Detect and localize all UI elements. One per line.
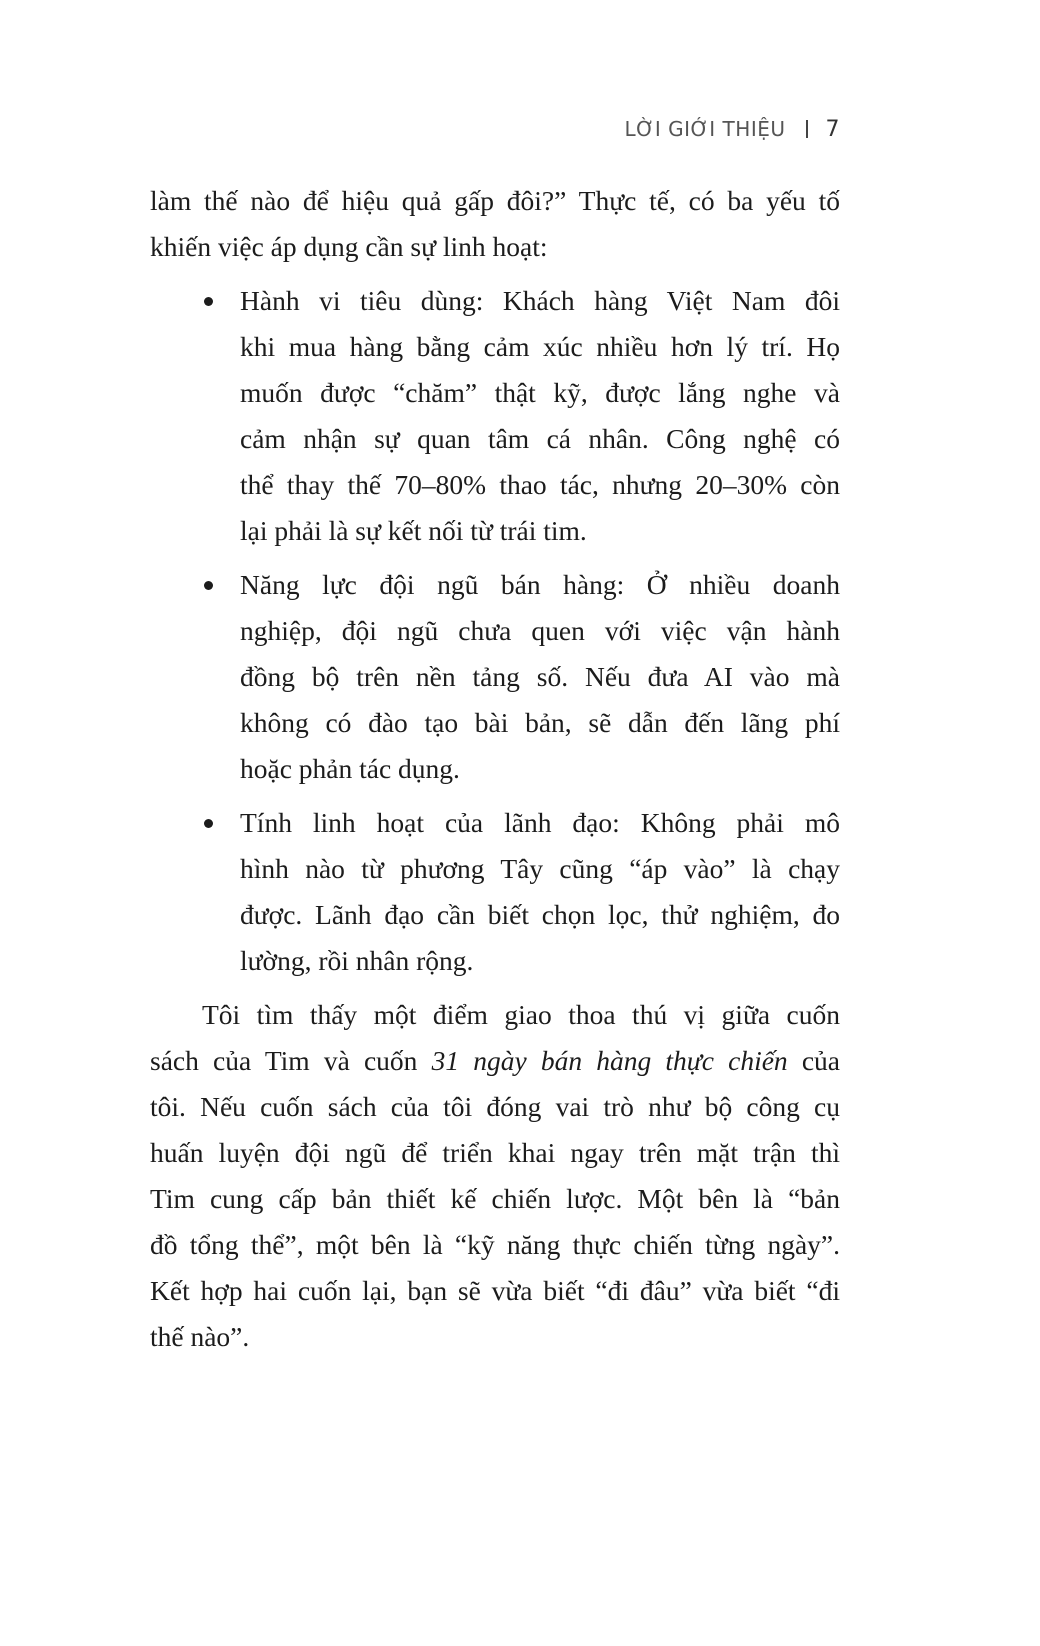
text-line: muốn được “chăm” thật kỹ, được lắng nghe và: [240, 377, 840, 408]
text-line: lại phải là sự kết nối từ trái tim.: [240, 515, 587, 546]
text-line: tôi. Nếu cuốn sách của tôi đóng vai trò như bộ công cụ: [150, 1091, 840, 1122]
text-line: khi mua hàng bằng cảm xúc nhiều hơn lý trí. Họ: [240, 331, 840, 362]
text-line: đồng bộ trên nền tảng số. Nếu đưa AI vào mà: [240, 661, 840, 692]
page-number: 7: [825, 116, 840, 142]
bullet-item: [150, 562, 840, 792]
text-line: thế nào”.: [150, 1321, 250, 1352]
text-line: Tính linh hoạt của lãnh đạo: Không phải mô: [240, 807, 840, 838]
text-line: không có đào tạo bài bản, sẽ dẫn đến lãng phí: [240, 707, 840, 738]
text-line: khiến việc áp dụng cần sự linh hoạt:: [150, 231, 548, 262]
bullet-item: [150, 278, 840, 554]
section-title: LỜI GIỚI THIỆU: [624, 117, 786, 141]
page-body: [150, 178, 840, 1368]
text-line: lường, rồi nhân rộng.: [240, 945, 474, 976]
running-header: [600, 114, 840, 144]
paragraph: [150, 178, 840, 270]
text-line: Năng lực đội ngũ bán hàng: Ở nhiều doanh: [240, 569, 840, 600]
bullet-dot-icon: [204, 297, 213, 306]
text-line: hoặc phản tác dụng.: [240, 753, 460, 784]
text-line: Kết hợp hai cuốn lại, bạn sẽ vừa biết “đi đâu” vừa biết “đi: [150, 1275, 840, 1306]
text-line: đồ tổng thể”, một bên là “kỹ năng thực chiến từng ngày”.: [150, 1229, 840, 1260]
book-title-italic: 31 ngày bán hàng thực chiến: [431, 1045, 788, 1076]
bullet-dot-icon: [204, 581, 213, 590]
text-line: làm thế nào để hiệu quả gấp đôi?” Thực tế, có ba yếu tố: [150, 185, 840, 216]
text-line: được. Lãnh đạo cần biết chọn lọc, thử nghiệm, đo: [240, 899, 840, 930]
text-span: của: [787, 1045, 840, 1076]
text-line: Tim cung cấp bản thiết kế chiến lược. Một bên là “bản: [150, 1183, 840, 1214]
text-line: thể thay thế 70–80% thao tác, nhưng 20–30% còn: [240, 469, 840, 500]
bullet-item: [150, 800, 840, 984]
text-line: Tôi tìm thấy một điểm giao thoa thú vị giữa cuốn: [202, 999, 840, 1030]
text-line: hình nào từ phương Tây cũng “áp vào” là chạy: [240, 853, 840, 884]
text-span: sách của Tim và cuốn: [150, 1045, 432, 1076]
text-line: [150, 1038, 840, 1084]
text-line: cảm nhận sự quan tâm cá nhân. Công nghệ có: [240, 423, 840, 454]
bullet-dot-icon: [204, 819, 213, 828]
text-line: huấn luyện đội ngũ để triển khai ngay trên mặt trận thì: [150, 1137, 840, 1168]
header-separator: [806, 120, 808, 138]
paragraph: [150, 992, 840, 1360]
text-line: nghiệp, đội ngũ chưa quen với việc vận hành: [240, 615, 840, 646]
text-line: Hành vi tiêu dùng: Khách hàng Việt Nam đôi: [240, 285, 840, 316]
